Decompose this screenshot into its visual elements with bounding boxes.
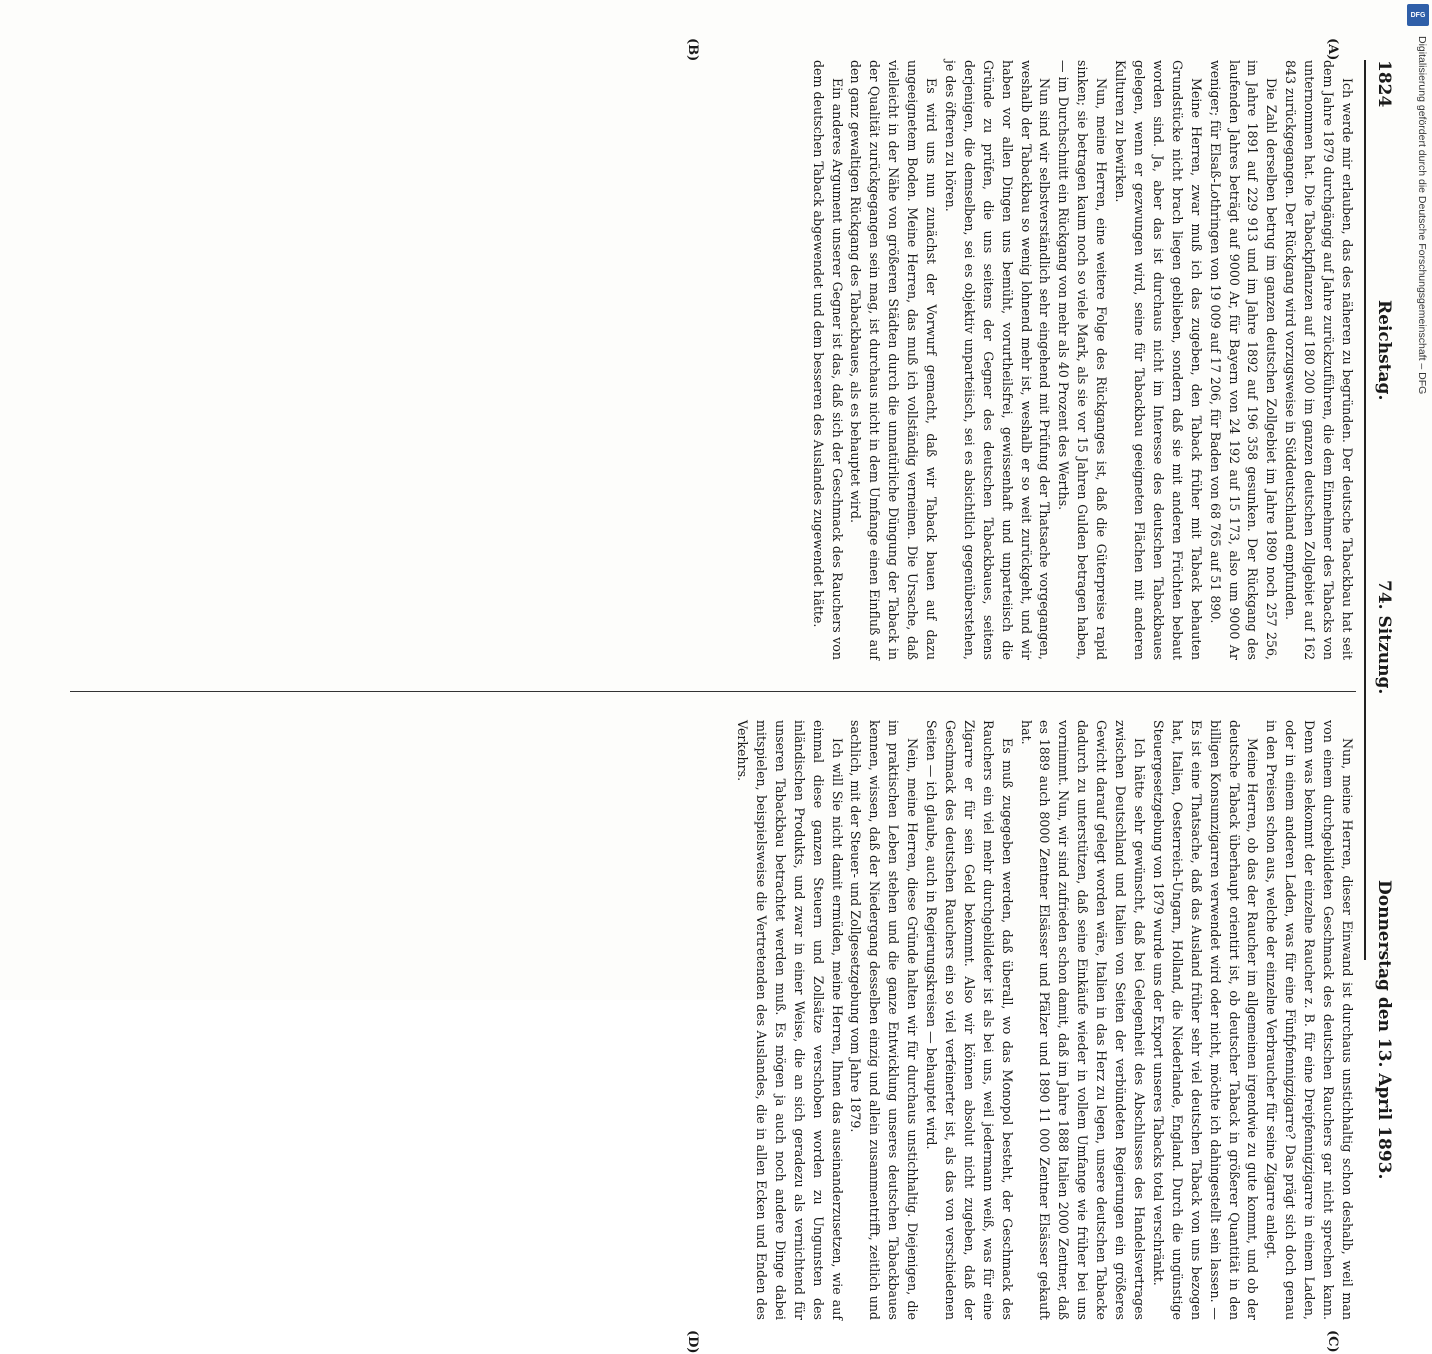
left-text-column	[70, 60, 1356, 660]
paragraph: Ich werde mir erlauben, das des näheren zu begründen. Der deutsche Tabackbau hat seit dem Jahre 1879 durchgängig auf Jahre zurückzuführen, die dem Einnehmer des Tabacks von unternommen hat. Die Tabackpflanzen auf 180 200 im ganzen deutschen Zollgebiet auf 162 843 zurückgegangen. Der Rückgang wird vorzugsweise in Süddeutschland empfunden.	[1283, 60, 1355, 660]
paragraph: Nun, meine Herren, eine weitere Folge des Rückganges ist, daß die Güterpreise rapid sinken; sie betragen kaum noch so viele Mark, als sie vor 15 Jahren Gulden betragen haben, — im Durchschnitt ein Rückgang von mehr als 40 Prozent des Werths.	[1056, 60, 1110, 660]
paragraph: Ich hätte sehr gewünscht, daß bei Gelegenheit des Abschlusses des Handelsvertrages zwischen Deutschland und Italien von Seiten der verbündeten Regierungen ein größeres Gewicht darauf gelegt worden wäre, Italien in das Herz zu legen, unsere deutschen Tabacke dadurch zu unterstützen, daß seine Einkäufe wieder in vollem Umfange wie früher bei uns vornimmt. Nun, wir sind zufrieden schon damit, daß im Jahre 1888 Italien 2000 Zentner, daß es 1889 auch 8000 Zentner Elsässer und Pfälzer und 1890 11 000 Zentner Elsässer gekauft hat.	[1018, 720, 1148, 1320]
margin-mark-d: (D)	[685, 1330, 700, 1354]
paragraph: Nein, meine Herren, diese Gründe halten wir für durchaus unstichhaltig. Diejenigen, die im praktischen Leben stehen und die ganze Entwicklung unseres deutschen Tabackbaues kennen, wissen, daß der Niedergang desselben einzig und allein zusammentrifft, zeitlich und sachlich, mit der Steuer- und Zollgesetzgebung vom Jahre 1879.	[848, 720, 921, 1320]
margin-mark-b: (B)	[685, 38, 700, 62]
dfg-funding-note: Digitalisierung gefördert durch die Deutsche Forschungsgemeinschaft – DFG	[1416, 36, 1428, 395]
paragraph: Nun sind wir selbstverständlich sehr eingehend mit Prüfung der Thatsache vorgegangen, weshalb der Tabackbau so wenig lohnend mehr ist, weshalb er so weit zurückgeht, und wir haben vor allen Dingen uns bemüht, vorurtheilsfrei, gewissenhaft und unparteiisch die Gründe zu prüfen, die uns seitens der Gegner des deutschen Tabackbaues, seitens derjenigen, die demselben, sei es objektiv unparteiisch, sei es absichtlich gegenüberstehen, je des öfteren zu hören.	[942, 60, 1053, 660]
paragraph: Meine Herren, zwar muß ich das zugeben, den Taback früher mit Taback behauten Grundstücke nicht brach liegen geblieben, sondern daß sie mit anderen Früchten bebaut worden sind. Ja, aber das ist durchaus nicht im Interesse des deutschen Tabackbaues gelegen, wenn er gezwungen wird, seine für Tabackbau geeigneten Flächen mit anderen Kulturen zu bewirken.	[1113, 60, 1204, 660]
publication-title: Reichstag.	[1374, 300, 1394, 401]
paragraph: Die Zahl derselben betrug im ganzen deutschen Zollgebiet im Jahre 1890 noch 257 256, im Jahre 1891 auf 229 913 und im Jahre 1892 auf 196 358 gesunken. Der Rückgang des laufenden Jahres beträgt auf 9000 Ar, für Bayern von 24 192 auf 15 173, also um 9000 Ar weniger; für Elsaß-Lothringen von 19 009 auf 17 206, für Baden von 68 765 auf 51 890.	[1207, 60, 1280, 660]
paragraph: Ein anderes Argument unserer Gegner ist das, daß sich der Geschmack des Rauchers von dem deutschen Taback abgewendet und dem besseren des Auslandes zugewendet hätte.	[810, 60, 845, 660]
paragraph: Nun, meine Herren, dieser Einwand ist durchaus unstichhaltig schon deshalb, weil man von einem durchgebildeten Geschmack des deutschen Rauchers gar nicht sprechen kann. Denn was bekommt der einzelne Raucher z. B. für eine Dreipfennigzigarre in einem Laden, oder in einem anderen Laden, was für eine Fünfpfennigzigarre? Das prägt sich doch genau in den Preisen schon aus, welche der einzelne Verbraucher für seine Zigarre anlegt.	[1264, 720, 1355, 1320]
page-header	[1364, 60, 1400, 1180]
column-divider	[70, 691, 1356, 692]
margin-mark-c: (C)	[1325, 1330, 1340, 1353]
session-title: 74. Sitzung.	[1374, 580, 1394, 695]
right-text-column	[70, 720, 1356, 1320]
paragraph: Es wird uns nun zunächst der Vorwurf gemacht, daß wir Taback bauen auf dazu ungeeignetem Boden. Meine Herren, das muß ich vollständig verneinen. Die Ursache, daß vielleicht in der Nähe von größeren Städten durch die unnatürliche Düngung der Taback in der Qualität zurückgegangen sein mag, ist durchaus nicht in dem Umfange einen Einfluß auf den ganz gewaltigen Rückgang des Tabackbaues, als es behauptet wird.	[848, 60, 940, 660]
paragraph: Es muß zugegeben werden, daß überall, wo das Monopol besteht, der Geschmack des Rauchers ein viel mehr durchgebildeter ist als bei uns, weil jedermann weiß, was für eine Zigarre er für sein Geld bekommt. Also wir können absolut nicht zugeben, daß der Geschmack des deutschen Rauchers ein so viel verfeinerter ist, als das von verschiedenen Seiten — ich glaube, auch in Regierungskreisen — behauptet wird.	[924, 720, 1015, 1320]
dfg-logo: DFG	[1407, 4, 1429, 26]
page-number: 1824	[1374, 60, 1394, 108]
paragraph: Meine Herren, ob das der Raucher im allgemeinen irgendwie zu gute kommt, und ob der deutsche Taback überhaupt orientirt ist, ob deutscher Taback in größerer Quantität in den billigen Konsumzigarren verwendet wird oder nicht, möchte ich dahingestellt sein lassen. — Es ist eine Thatsache, daß das Ausland früher sehr viel deutschen Taback von uns bezogen hat, Italien, Oesterreich-Ungarn, Holland, die Niederlande, England. Durch die ungünstige Steuergesetzgebung von 1879 wurde uns der Export unseres Tabacks total verschränkt.	[1150, 720, 1261, 1320]
paragraph: Ich will Sie nicht damit ermüden, meine Herren, Ihnen das auseinanderzusetzen, wie auf einmal diese ganzen Steuern und Zollsätze verschoben worden zu Ungunsten des inländischen Produkts, und zwar in einer Weise, die an sich geradezu als vernichtend für unseren Tabackbau betrachtet werden muß. Es mögen ja auch noch andere Dinge dabei mitspielen, beispielsweise die Vertretenden des Auslandes, die in allen Ecken und Enden des Verkehrs.	[735, 720, 845, 1320]
margin-mark-a: (A)	[1325, 38, 1340, 61]
rotated-document-page	[60, 38, 1400, 1354]
session-date: Donnerstag den 13. April 1893.	[1374, 880, 1394, 1180]
dfg-sidebar	[1404, 0, 1432, 1000]
